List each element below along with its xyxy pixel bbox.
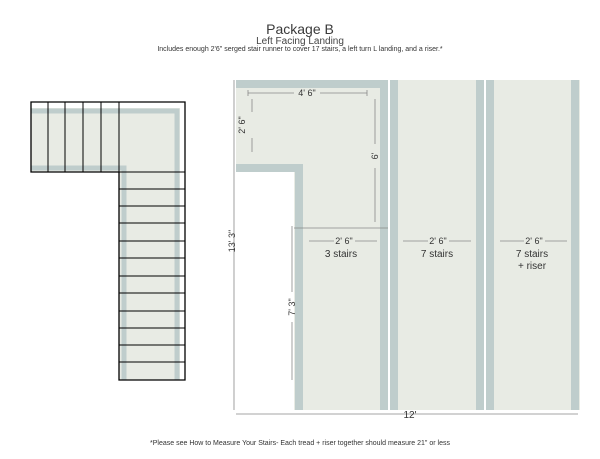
strip-width-label: 2' 6"	[335, 236, 353, 246]
stair-plan-runner	[31, 108, 180, 380]
strip-coverage-label: 7 stairs	[420, 249, 454, 260]
strip-coverage-label-extra: + riser	[517, 261, 547, 272]
diagram-subtitle: Left Facing Landing	[256, 36, 344, 47]
strip-coverage-label: 7 stairs	[515, 249, 549, 260]
lower-run-label: 7' 3"	[287, 298, 297, 316]
strip-width-label: 2' 6"	[525, 236, 543, 246]
landing-depth-label: 2' 6"	[237, 116, 247, 134]
runner-strip-edge-left	[390, 80, 398, 410]
landing-long-side-label: 6'	[370, 152, 380, 160]
runner-strip-edge-right	[476, 80, 484, 410]
stair-plan	[31, 102, 185, 380]
total-length-label: 12'	[403, 410, 417, 421]
runner-strip-landing	[236, 80, 388, 410]
footnote: *Please see How to Measure Your Stairs- Each tread + riser together should measure 21" or less	[150, 440, 450, 447]
package-description: Includes enough 2'6" serged stair runner to cover 17 stairs, a left turn L landing, and a riser.*	[157, 46, 443, 53]
runner-strip-edge-left	[486, 80, 494, 410]
runner-layout	[227, 80, 580, 421]
strip-width-label: 2' 6"	[429, 236, 447, 246]
strip-coverage-label: 3 stairs	[324, 249, 358, 260]
runner-strip-edge-right	[571, 80, 579, 410]
overall-height-label: 13' 3"	[227, 229, 237, 253]
diagram-title: Package B	[266, 21, 334, 37]
landing-width-label: 4' 6"	[298, 88, 316, 98]
